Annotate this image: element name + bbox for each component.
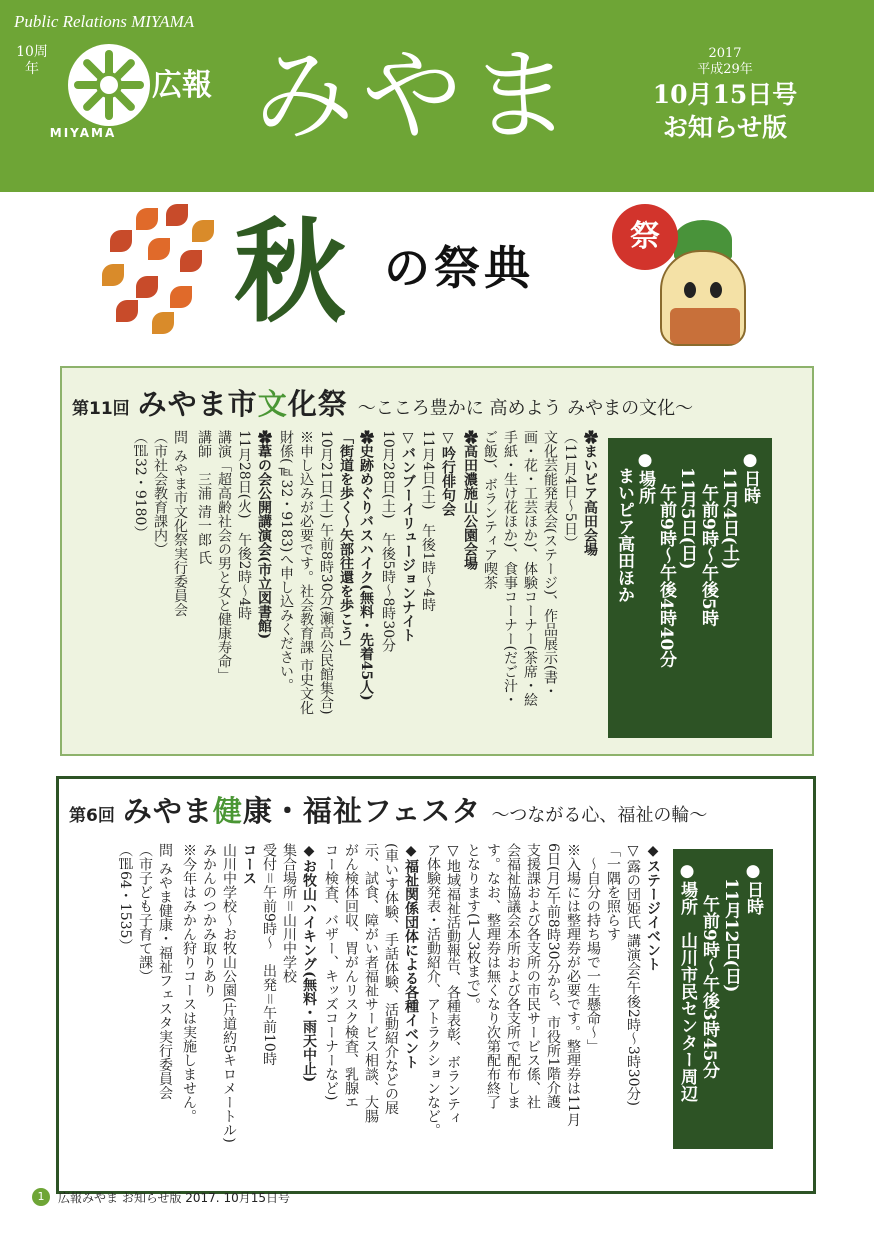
body-line: 支援課および各支所の市民サービス係、社 bbox=[525, 843, 541, 1109]
health-welfare-fest-section bbox=[56, 776, 816, 1194]
body-line: 山川中学校〜お牧山公園(片道約5キロメートル) bbox=[221, 843, 237, 1143]
event-info-panel bbox=[608, 438, 772, 738]
body-line: (車いす体験、手話体験、活動紹介などの展 bbox=[383, 843, 399, 1115]
body-line: ▽バンブーイリュージョンナイト bbox=[400, 430, 416, 642]
info-line: ●日時 bbox=[743, 861, 763, 915]
info-line: ●日時 bbox=[740, 450, 760, 504]
issue-info bbox=[640, 46, 810, 144]
body-line: 講演「超高齢社会の男と女と健康寿命」 bbox=[216, 430, 232, 682]
title-accent: 文 bbox=[257, 387, 288, 421]
body-line: 画・花・工芸ほか)、体験コーナー(茶席・絵 bbox=[522, 430, 538, 707]
title-part-a: みやま bbox=[122, 794, 213, 828]
mascot-illustration bbox=[612, 198, 752, 350]
title-part-b: 康・福祉フェスタ bbox=[242, 794, 482, 828]
body-line: 「一隅を照らす bbox=[605, 843, 621, 941]
info-line: 午前9時〜午後5時 bbox=[698, 450, 718, 627]
culture-festival-section bbox=[60, 366, 814, 756]
body-line: ✿まいピア高田会場 bbox=[582, 430, 598, 556]
info-line: ●場所 bbox=[635, 450, 655, 504]
body-line: 「街道を歩く〜矢部往還を歩こう」 bbox=[338, 430, 354, 654]
info-line: 11月4日(土) bbox=[719, 450, 739, 570]
body-line: 文化芸能発表会(ステージ)、作品展示(書・ bbox=[542, 430, 558, 699]
body-line: 10月21日(土) 午前8時30分(瀬高公民館集合) bbox=[318, 430, 334, 715]
body-line: コー検査、バザー、キッズコーナーなど) bbox=[323, 843, 339, 1101]
body-line: ※今年はみかん狩りコースは実施しません。 bbox=[181, 843, 197, 1123]
festival-fan-icon: 祭 bbox=[612, 204, 678, 270]
issue-edition: お知らせ版 bbox=[662, 113, 788, 142]
body-line: 会福祉協議会本所および各支所で配布しま bbox=[505, 843, 521, 1109]
body-line: ▽吟行俳句会 bbox=[440, 430, 456, 516]
section-title bbox=[69, 789, 708, 828]
body-line: ▽露の団姫氏 講演会(午後2時〜3時30分) bbox=[625, 843, 641, 1107]
city-logo bbox=[16, 44, 148, 144]
inquiry-line: （℡32・9180） bbox=[132, 430, 148, 540]
body-line: ◆お牧山ハイキング(無料・雨天中止) bbox=[301, 843, 317, 1083]
info-line: 11月5日(日) bbox=[677, 450, 697, 570]
body-line: 6日(月)午前8時30分から、市役所1階介護 bbox=[545, 843, 561, 1109]
title-prefix: 第11回 bbox=[72, 399, 130, 419]
section-subtitle: 〜こころ豊かに 高めよう みやまの文化〜 bbox=[357, 398, 694, 419]
body-line: ※申し込みが必要です。社会教育課 市史文化 bbox=[298, 430, 314, 715]
body-line: ◆ステージイベント bbox=[645, 843, 661, 971]
body-line: コース bbox=[241, 843, 257, 885]
body-line: 10月28日(土) 午後5時〜8時30分 bbox=[380, 430, 396, 653]
city-emblem-icon bbox=[68, 44, 150, 126]
info-line: 11月12日(日) bbox=[721, 861, 741, 993]
issue-date: 10月15日号 bbox=[652, 80, 798, 109]
logo-anniversary: 10周年 bbox=[16, 44, 48, 77]
body-line: 11月4日(土) 午後1時〜4時 bbox=[420, 430, 436, 612]
body-line: 手紙・生け花ほか)、食事コーナー(だご汁・ bbox=[502, 430, 518, 707]
body-line: ア体験発表・活動紹介、アトラクションなど。 bbox=[425, 843, 441, 1137]
body-line: ✿葦の会公開講演会(市立図書館) bbox=[256, 430, 272, 640]
body-line: ✿史跡めぐりバスハイク(無料・先着45人) bbox=[358, 430, 374, 701]
body-line: 示、試食、障がい者福祉サービス相談、大腸 bbox=[363, 843, 379, 1123]
body-line: ◆福祉関係団体による各種イベント bbox=[403, 843, 419, 1069]
body-line: ✿高田濃施山公園会場 bbox=[462, 430, 478, 570]
festival-title: の祭典 bbox=[384, 241, 534, 295]
autumn-title-kanji: 秋 bbox=[234, 207, 346, 338]
body-line: みかんのつかみ取りあり bbox=[201, 843, 217, 997]
body-line: 財係(℡32・9183)へ申し込みください。 bbox=[278, 430, 294, 693]
page-number: 1 bbox=[32, 1188, 50, 1206]
body-line: ※入場には整理券が必要です。整理券は11月 bbox=[565, 843, 581, 1127]
info-line: まいピア高田ほか bbox=[614, 450, 634, 603]
body-line: となります(1人3枚まで)。 bbox=[465, 843, 481, 1012]
body-line: ▽地域福祉活動報告、各種表彰、ボランティ bbox=[445, 843, 461, 1125]
info-line: ●場所 山川市民センター周辺 bbox=[677, 861, 697, 1102]
body-line: がん検体回収、胃がんリスク検査、乳腺エ bbox=[343, 843, 359, 1109]
pr-label: Public Relations MIYAMA bbox=[14, 12, 195, 31]
page-footer bbox=[32, 1185, 290, 1209]
body-line: ご飯)、ボランティア喫茶 bbox=[482, 430, 498, 590]
issue-era: 平成29年 bbox=[697, 62, 753, 77]
body-line: 受付＝午前9時〜 出発＝午前10時 bbox=[261, 843, 277, 1066]
inquiry-line: 問 みやま市文化祭実行委員会 bbox=[172, 430, 188, 617]
masthead bbox=[0, 0, 874, 192]
maple-leaves-illustration bbox=[96, 200, 226, 346]
info-line: 午前9時〜午後3時45分 bbox=[699, 861, 719, 1079]
logo-wordmark: MIYAMA bbox=[49, 126, 117, 140]
section-title bbox=[72, 382, 694, 421]
body-line: 11月28日(火) 午後2時〜4時 bbox=[236, 430, 252, 621]
body-line: 〜自分の持ち場で一生懸命〜」 bbox=[585, 843, 601, 1053]
body-line: 講師 三浦 清一郎 氏 bbox=[196, 430, 212, 565]
inquiry-line: （市子ども子育て課） bbox=[137, 843, 153, 983]
publication-title: みやま bbox=[254, 37, 578, 154]
inquiry-line: 問 みやま健康・福祉フェスタ実行委員会 bbox=[157, 843, 173, 1100]
footer-text: 広報みやま お知らせ版 2017. 10月15日号 bbox=[58, 1190, 290, 1205]
section-subtitle: 〜つながる心、福祉の輪〜 bbox=[491, 805, 708, 826]
event-info-panel bbox=[673, 849, 773, 1149]
title-part-a: みやま市 bbox=[137, 387, 258, 421]
info-line: 午前9時〜午後4時40分 bbox=[656, 450, 676, 668]
body-line: （11月4日〜5日） bbox=[562, 430, 578, 550]
kouhou-label: 広報 bbox=[152, 68, 212, 103]
title-part-b: 化祭 bbox=[287, 387, 348, 421]
title-prefix: 第6回 bbox=[69, 806, 115, 826]
inquiry-line: （℡64・1535） bbox=[117, 843, 133, 953]
body-line: す。なお、整理券は無くなり次第配布終了 bbox=[485, 843, 501, 1109]
body-line: 集合場所＝山川中学校 bbox=[281, 843, 297, 983]
issue-year: 2017 bbox=[708, 46, 742, 61]
title-accent: 健 bbox=[212, 794, 243, 828]
inquiry-line: （市社会教育課内） bbox=[152, 430, 168, 556]
